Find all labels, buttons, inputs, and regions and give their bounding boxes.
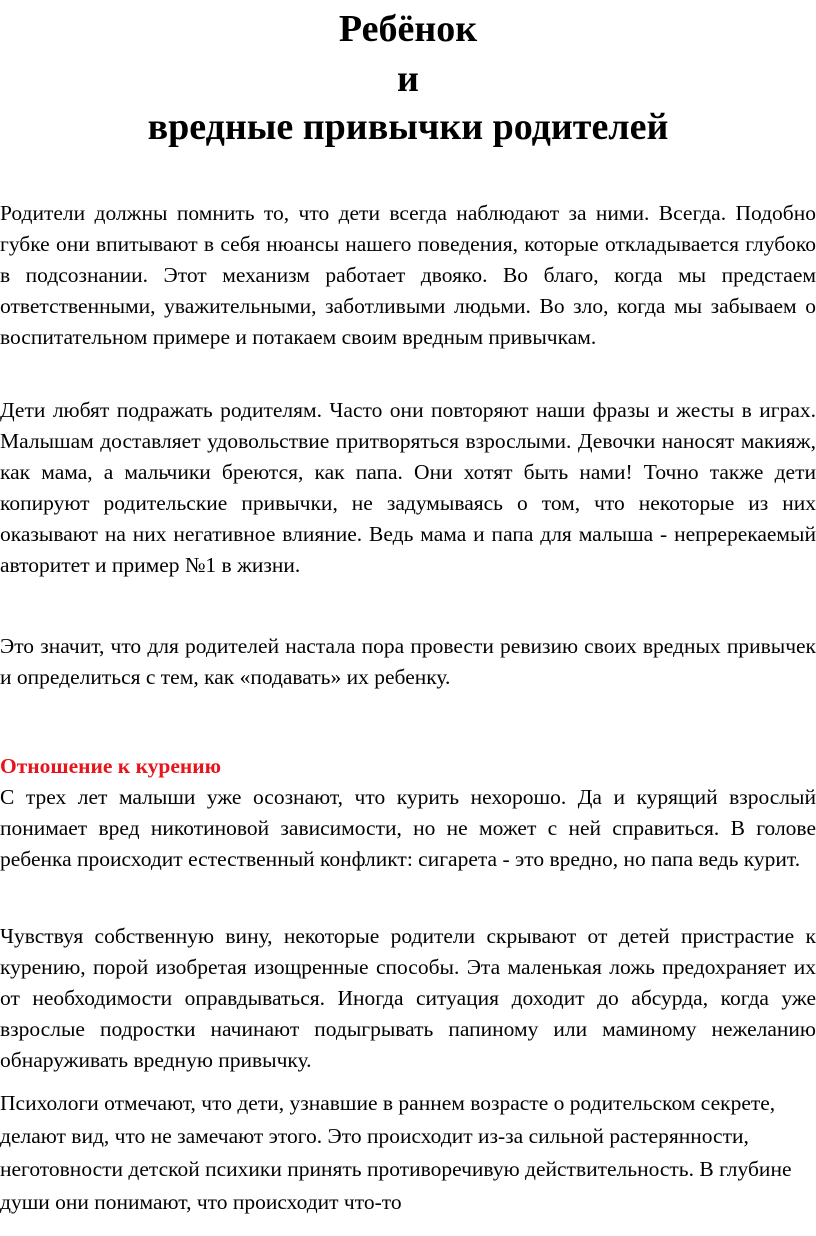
title-line-2: и xyxy=(397,58,419,100)
paragraph-smoking-awareness: С трех лет малыши уже осознают, что курить нехорошо. Да и курящий взрослый понимает вред никотиновой зависимости, но не может с ней справиться. В голове ребенка происходит естественный конфликт: сигарета - это вредно, но папа ведь курит. xyxy=(0,785,816,871)
paragraph-smoking-hiding: Чувствуя собственную вину, некоторые родители скрывают от детей пристрастие к курению, порой изобретая изощренные способы. Эта маленькая ложь предохраняет их от необходимости оправдываться. Иногда ситуация доходит до абсурда, когда уже взрослые подростки начинают подыгрывать папиному или маминому нежеланию обнаруживать вредную привычку. xyxy=(0,924,816,1072)
title-line-3: вредные привычки родителей xyxy=(147,106,669,148)
paragraph-revision: Это значит, что для родителей настала пора провести ревизию своих вредных привычек и определиться с тем, как «подавать» их ребенку. xyxy=(0,634,816,689)
title-line-1: Ребёнок xyxy=(338,8,478,50)
paragraph-intro: Родители должны помнить то, что дети всегда наблюдают за ними. Всегда. Подобно губке они впитывают в себя нюансы нашего поведения, которые откладывается глубоко в подсознании. Этот механизм работает двояко. Во благо, когда мы предстаем ответственными, уважительными, заботливыми людьми. Во зло, когда мы забываем о воспитательном примере и потакаем своим вредным привычкам. xyxy=(0,201,816,349)
section-heading: Отношение к курению xyxy=(0,754,222,778)
paragraph-psychologists: Психологи отмечают, что дети, узнавшие в раннем возрасте о родительском секрете, делают вид, что не замечают этого. Это происходит из-за сильной растерянности, неготовности детской психики принять противоречивую действительность. В глубине души они понимают, что происходит что-то xyxy=(0,1091,792,1214)
paragraph-imitation: Дети любят подражать родителям. Часто они повторяют наши фразы и жесты в играх. Малышам доставляет удовольствие притворяться взрослыми. Девочки наносят макияж, как мама, а мальчики бреются, как папа. Они хотят быть нами! Точно также дети копируют родительские привычки, не задумываясь о том, что некоторые из них оказывают на них негативное влияние. Ведь мама и папа для малыша - непререкаемый авторитет и пример №1 в жизни. xyxy=(0,398,816,577)
